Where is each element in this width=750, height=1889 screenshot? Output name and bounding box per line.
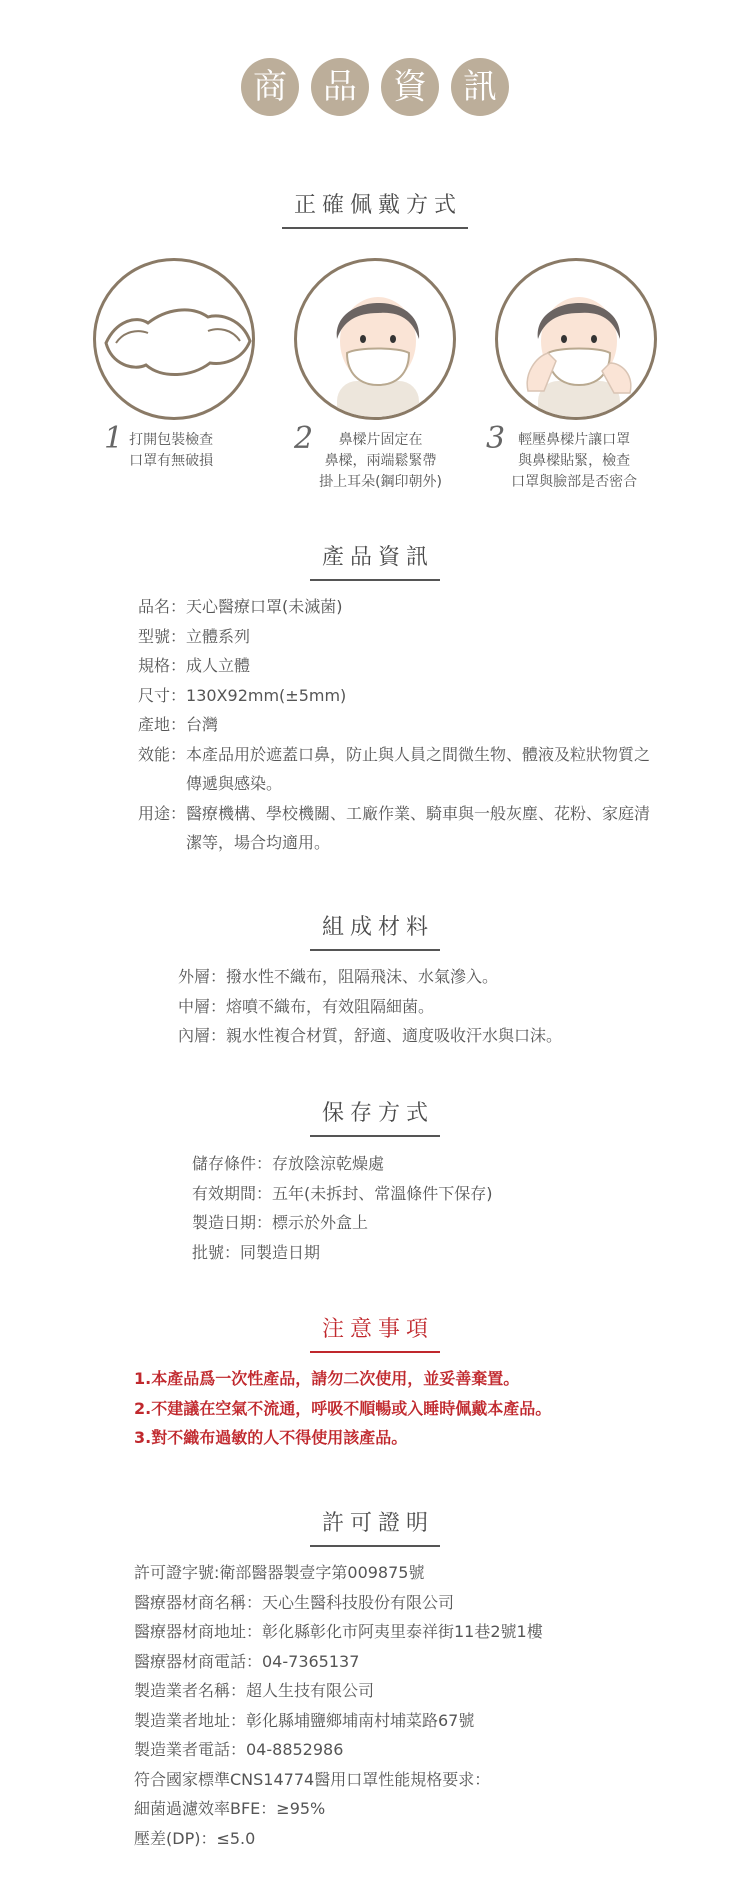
product-row: 品名： 天心醫療口罩(未滅菌): [138, 597, 343, 616]
notice-row: 3.對不織布過敏的人不得使用該產品。: [134, 1428, 408, 1447]
step-text: 鼻樑片固定在 鼻樑，兩端鬆緊帶 掛上耳朵(鋼印朝外): [319, 432, 443, 490]
storage-title: 保存方式: [0, 1096, 750, 1137]
storage-row: 批號：同製造日期: [192, 1242, 321, 1262]
product-row: 用途： 醫療機構、學校機關、工廠作業、騎車與一般灰塵、花粉、家庭清潔等，場合均適用。: [138, 803, 651, 852]
license-row: 許可證字號:衛部醫器製壹字第009875號: [134, 1563, 425, 1582]
step-text: 輕壓鼻樑片讓口罩 與鼻樑貼緊，檢查 口罩與臉部是否密合: [511, 432, 638, 490]
license-row: 製造業者電話：04-8852986: [134, 1740, 344, 1759]
product-title: 產品資訊: [0, 540, 750, 581]
product-info-list: [138, 592, 658, 858]
storage-list: [192, 1149, 493, 1267]
hero-char: 品: [311, 58, 369, 116]
product-row: 效能： 本產品用於遮蓋口鼻，防止與人員之間微生物、體液及粒狀物質之傳遞與感染。: [138, 744, 651, 793]
step2-illustration: [294, 258, 456, 420]
mask-icon: [96, 261, 255, 420]
product-row: 尺寸： 130X92mm(±5mm): [138, 685, 347, 705]
hero-char: 資: [381, 58, 439, 116]
step-text: 打開包裝檢查 口罩有無破損: [129, 432, 214, 469]
hero-char: 訊: [451, 58, 509, 116]
step-number: 2: [294, 421, 314, 456]
hero-char: 商: [241, 58, 299, 116]
step-number: 3: [486, 421, 506, 456]
step-2: [294, 421, 443, 493]
notice-title: 注意事項: [0, 1312, 750, 1353]
step3-illustration: [495, 258, 657, 420]
step-3: [486, 421, 638, 493]
storage-row: 儲存條件：存放陰涼乾燥處: [192, 1154, 385, 1173]
license-title: 許可證明: [0, 1506, 750, 1547]
wearing-title: 正確佩戴方式: [0, 188, 750, 229]
notice-row: 1.本產品爲一次性產品，請勿二次使用，並妥善棄置。: [134, 1369, 520, 1388]
license-row: 醫療器材商名稱：天心生醫科技股份有限公司: [134, 1592, 455, 1612]
step-1: [104, 421, 214, 472]
product-row: 產地： 台灣: [138, 715, 219, 734]
materials-list: [178, 962, 562, 1051]
materials-row: 外層：撥水性不織布，阻隔飛沫、水氣滲入。: [178, 967, 499, 986]
hero-title: [0, 58, 750, 116]
materials-row: 內層：親水性複合材質，舒適、適度吸收汗水與口沫。: [178, 1026, 563, 1045]
product-row: 規格： 成人立體: [138, 656, 251, 675]
notice-row: 2.不建議在空氣不流通，呼吸不順暢或入睡時佩戴本產品。: [134, 1398, 552, 1418]
materials-title: 組成材料: [0, 910, 750, 951]
license-row: 壓差(DP)：≤5.0: [134, 1828, 256, 1848]
notice-list: [134, 1364, 551, 1453]
license-row: 細菌過濾效率BFE：≥95%: [134, 1799, 326, 1818]
license-row: 醫療器材商地址：彰化縣彰化市阿夷里泰祥街11巷2號1樓: [134, 1622, 543, 1641]
storage-row: 有效期間：五年(未拆封、常溫條件下保存): [192, 1183, 493, 1203]
license-row: 製造業者名稱：超人生技有限公司: [134, 1681, 375, 1700]
license-row: 符合國家標準CNS14774醫用口罩性能規格要求：: [134, 1769, 491, 1789]
license-list: [134, 1558, 543, 1853]
person-adjust-icon: [498, 261, 657, 420]
license-row: 製造業者地址：彰化縣埔鹽鄉埔南村埔菜路67號: [134, 1710, 475, 1730]
step1-illustration: [93, 258, 255, 420]
materials-row: 中層：熔噴不織布，有效阻隔細菌。: [178, 996, 435, 1016]
license-row: 醫療器材商電話：04-7365137: [134, 1651, 360, 1671]
person-mask-icon: [297, 261, 456, 420]
storage-row: 製造日期：標示於外盒上: [192, 1213, 369, 1232]
step-number: 1: [104, 421, 124, 456]
product-row: 型號： 立體系列: [138, 626, 251, 646]
